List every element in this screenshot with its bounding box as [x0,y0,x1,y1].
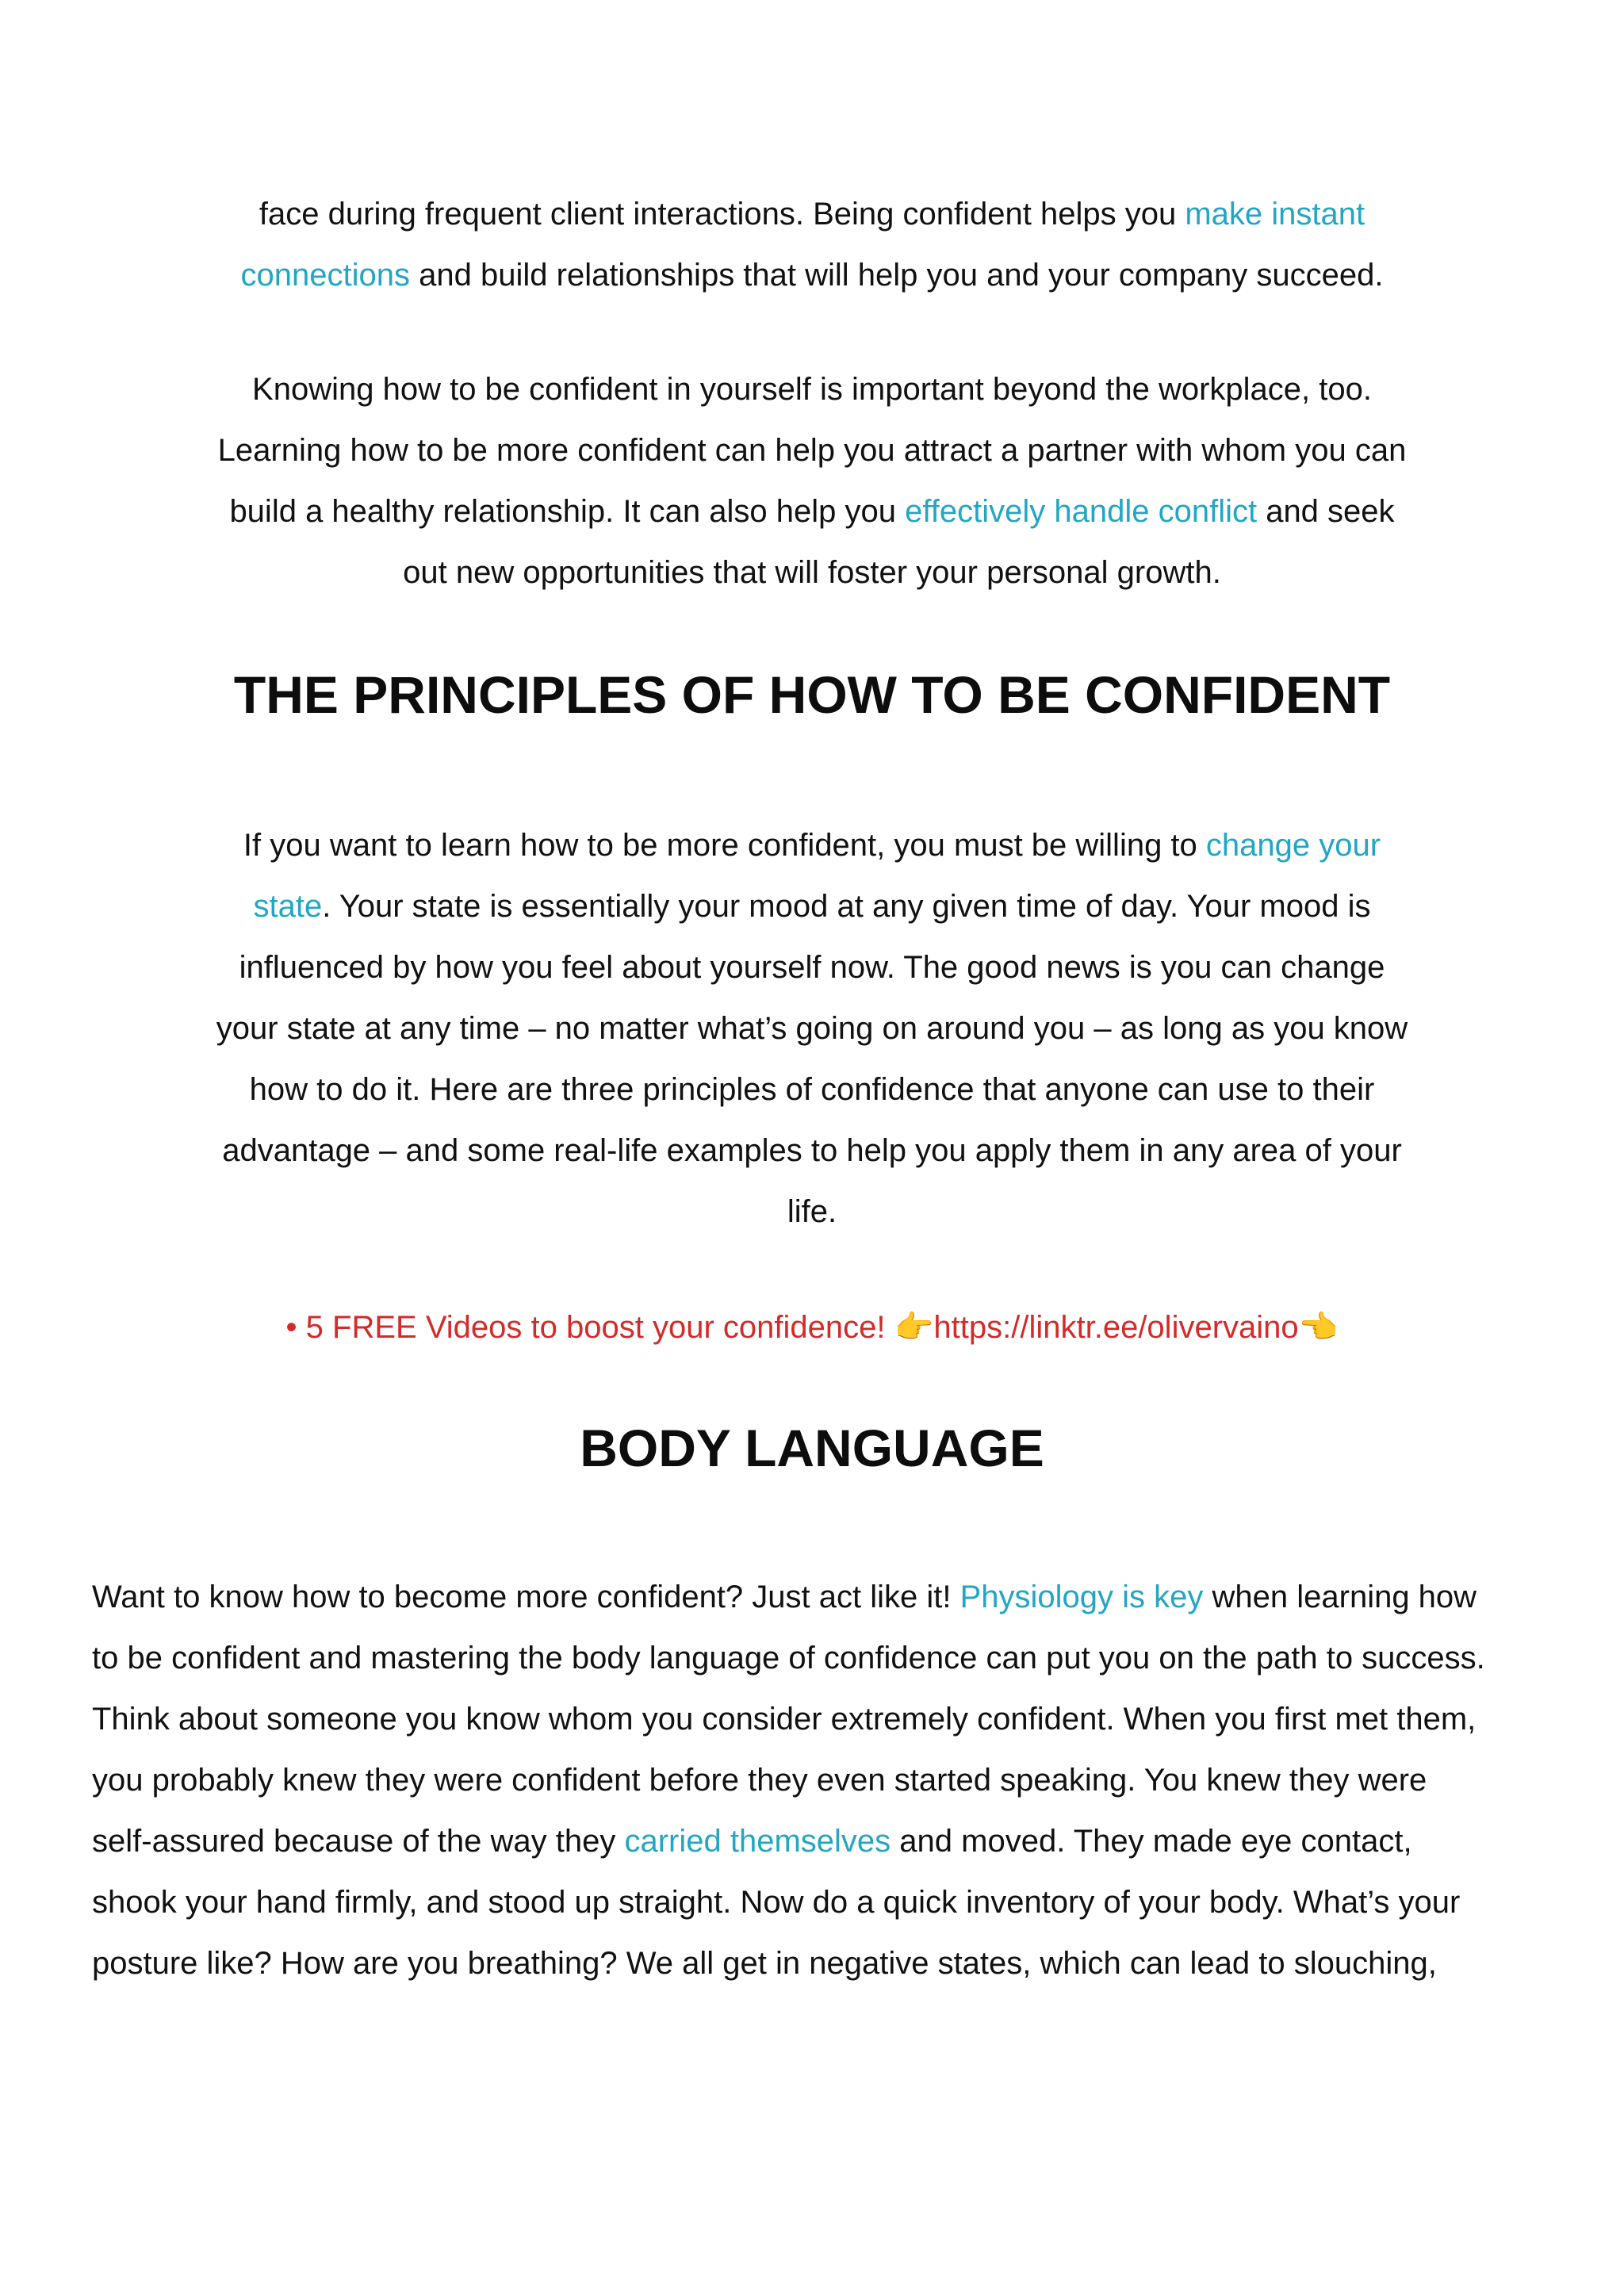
text: your state at any time – no matter what’s going on around you – as long as you know [216,1011,1408,1046]
paragraph-body-language [92,1567,1551,1994]
text: self-assured because of the way they [92,1824,625,1859]
link-make-instant-connections[interactable]: make instant [1185,197,1365,232]
heading-principles: THE PRINCIPLES OF HOW TO BE CONFIDENT [233,665,1391,724]
text: life. [787,1194,837,1229]
text: advantage – and some real-life examples to help you apply them in any area of your [222,1133,1402,1168]
link-effectively-handle-conflict[interactable]: effectively handle conflict [905,494,1258,529]
link-make-instant-connections-cont[interactable]: connections [240,258,411,293]
text: when learning how [1203,1580,1477,1614]
text: Think about someone you know whom you consider extremely confident. When you first met them, [92,1702,1477,1737]
bullet: • [285,1310,297,1345]
text: Knowing how to be confident in yourself is important beyond the workplace, too. [252,372,1372,407]
link-physiology-is-key[interactable]: Physiology is key [959,1580,1204,1614]
text: Learning how to be more confident can help you attract a partner with whom you can [217,433,1407,468]
text: and moved. They made eye contact, [891,1824,1412,1859]
link-change-your-state-cont[interactable]: state [253,889,323,924]
pointing-right-icon: 👉 [894,1309,934,1346]
paragraph-beyond-workplace [0,359,1624,603]
text: Want to know how to become more confident? Just act like it! [92,1580,960,1614]
link-change-your-state[interactable]: change your [1205,828,1381,863]
text: influenced by how you feel about yourself now. The good news is you can change [239,950,1385,985]
text: face during frequent client interactions. Being confident helps you [259,197,1185,232]
promo-link[interactable]: https://linktr.ee/olivervaino [933,1310,1299,1345]
text: and seek [1257,494,1395,529]
paragraph-client-interactions [0,184,1624,306]
promo-text: 5 FREE Videos to boost your confidence! [297,1310,894,1345]
text: posture like? How are you breathing? We all get in negative states, which can lead to slouching, [92,1946,1437,1981]
text: how to do it. Here are three principles of confidence that anyone can use to their [249,1072,1375,1107]
text: to be confident and mastering the body language of confidence can put you on the path to success. [92,1641,1485,1676]
text: and build relationships that will help you and your company succeed. [410,258,1384,293]
pointing-left-icon: 👈 [1298,1309,1339,1346]
heading-body-language: BODY LANGUAGE [580,1419,1044,1477]
text: build a healthy relationship. It can also help you [229,494,906,529]
text: shook your hand firmly, and stood up straight. Now do a quick inventory of your body. What’s your [92,1885,1461,1920]
text: out new opportunities that will foster your personal growth. [403,555,1221,590]
link-carried-themselves[interactable]: carried themselves [624,1824,891,1859]
paragraph-change-state [0,815,1624,1243]
promo-free-videos [0,1304,1624,1351]
text: you probably knew they were confident before they even started speaking. You knew they were [92,1763,1427,1798]
text: If you want to learn how to be more confident, you must be willing to [243,828,1206,863]
text: . Your state is essentially your mood at any given time of day. Your mood is [322,889,1371,924]
